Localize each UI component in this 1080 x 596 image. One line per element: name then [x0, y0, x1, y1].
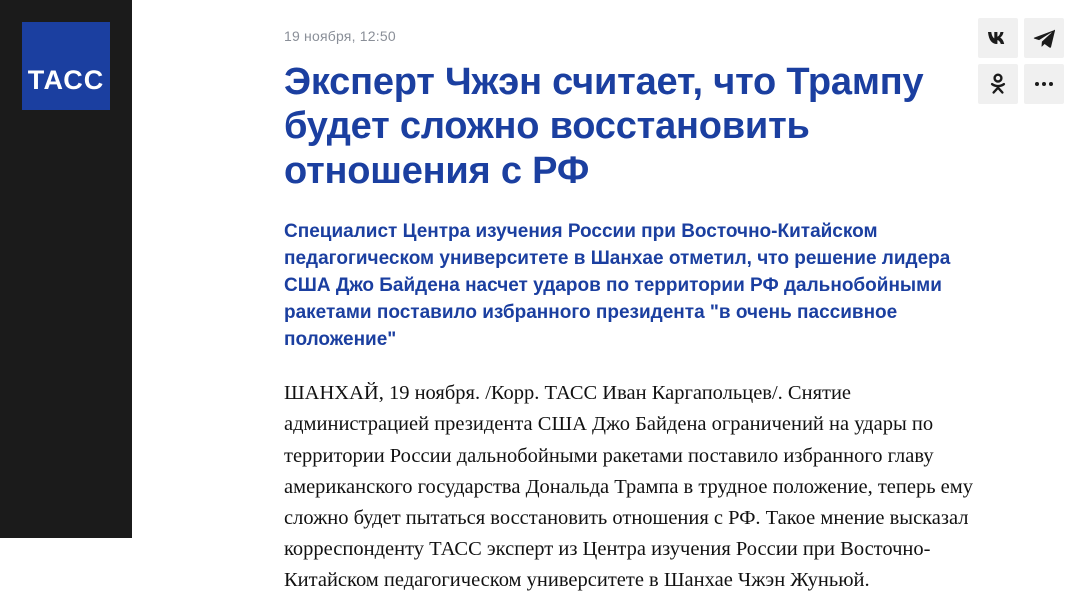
telegram-icon — [1033, 29, 1055, 48]
more-options-button[interactable] — [1024, 64, 1064, 104]
tass-logo[interactable] — [22, 22, 110, 110]
article-lead: Специалист Центра изучения России при Восточно-Китайском педагогическом университете в Шанхае отметил, что решение лидера США Джо Байдена насчет ударов по территории РФ дальнобойными ракетами поставило избранного президента "в очень пассивное положение" — [284, 221, 951, 351]
article-date: 19 ноября, 12:50 — [284, 28, 396, 44]
odnoklassniki-share-button[interactable] — [978, 64, 1018, 104]
vk-share-button[interactable] — [978, 18, 1018, 58]
article-body: ШАНХАЙ, 19 ноября. /Корр. ТАСС Иван Каргапольцев/. Снятие администрацией президента США Джо Байдена ограничений на удары по территории России дальнобойными ракетами поставило избранного главу американского государства Дональда Трампа в трудное положение, теперь ему сложно будет пытаться восстановить отношения с РФ. Такое мнение высказал корреспонденту ТАСС эксперт из Центра изучения России при Восточно-Китайском педагогическом университете в Шанхае Чжэн Жуньюй. — [284, 382, 973, 592]
article-content — [284, 0, 984, 596]
share-bar — [978, 18, 1064, 104]
more-options-icon — [1035, 82, 1053, 86]
page-title: Эксперт Чжэн считает, что Трампу будет сложно восстановить отношения с РФ — [284, 61, 924, 192]
tass-logo-text: ТАСС — [27, 65, 105, 95]
telegram-share-button[interactable] — [1024, 18, 1064, 58]
left-rail — [0, 0, 132, 538]
odnoklassniki-icon — [989, 73, 1007, 95]
vk-icon — [987, 31, 1009, 45]
